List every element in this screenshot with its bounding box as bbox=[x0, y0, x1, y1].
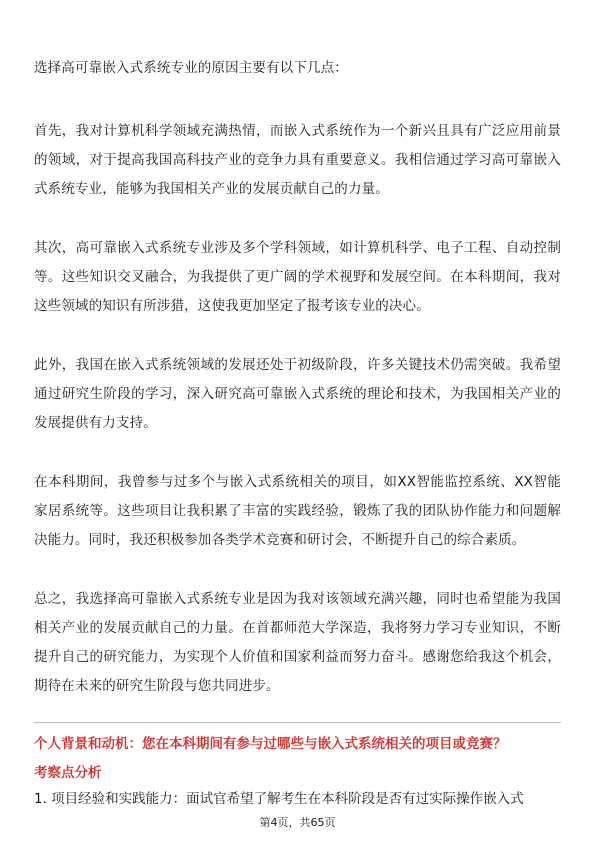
paragraph-projects: 在本科期间，我曾参与过多个与嵌入式系统相关的项目，如XX智能监控系统、XX智能家居系统等。这些项目让我积累了丰富的实践经验，锻炼了我的团队协作能力和问题解决能力。同时，我还积极参加各类学术竞赛和研讨会，不断提升自己的综合素质。 bbox=[34, 474, 561, 548]
section-divider bbox=[34, 722, 561, 723]
intro-paragraph: 选择高可靠嵌入式系统专业的原因主要有以下几点： bbox=[34, 60, 348, 76]
paragraph-second-reason: 其次，高可靠嵌入式系统专业涉及多个学科领域，如计算机科学、电子工程、自动控制等。这些知识交叉融合，为我提供了更广阔的学术视野和发展空间。在本科期间，我对这些领域的知识有所涉猎，这使我更加坚定了报考该专业的决心。 bbox=[34, 240, 561, 314]
paragraph-first-reason: 首先，我对计算机科学领域充满热情，而嵌入式系统作为一个新兴且具有广泛应用前景的领域，对于提高我国高科技产业的竞争力具有重要意义。我相信通过学习高可靠嵌入式系统专业，能够为我国相关产业的发展贡献自己的力量。 bbox=[34, 123, 561, 197]
analysis-heading: 考察点分析 bbox=[34, 765, 102, 781]
paragraph-third-reason: 此外，我国在嵌入式系统领域的发展还处于初级阶段，许多关键技术仍需突破。我希望通过研究生阶段的学习，深入研究高可靠嵌入式系统的理论和技术，为我国相关产业的发展提供有力支持。 bbox=[34, 357, 561, 431]
document-body bbox=[34, 54, 561, 701]
analysis-point: 1. 项目经验和实践能力：面试官希望了解考生在本科阶段是否有过实际操作嵌入式 bbox=[34, 791, 524, 807]
interview-question: 个人背景和动机：您在本科期间有参与过哪些与嵌入式系统相关的项目或竞赛？ bbox=[34, 736, 507, 752]
page-footer: 第4页，共65页 bbox=[259, 816, 336, 829]
paragraph-conclusion: 总之，我选择高可靠嵌入式系统专业是因为我对该领域充满兴趣，同时也希望能为我国相关产业的发展贡献自己的力量。在首都师范大学深造，我将努力学习专业知识，不断提升自己的研究能力，为实现个人价值和国家利益而努力奋斗。感谢您给我这个机会，期待在未来的研究生阶段与您共同进步。 bbox=[34, 591, 561, 694]
